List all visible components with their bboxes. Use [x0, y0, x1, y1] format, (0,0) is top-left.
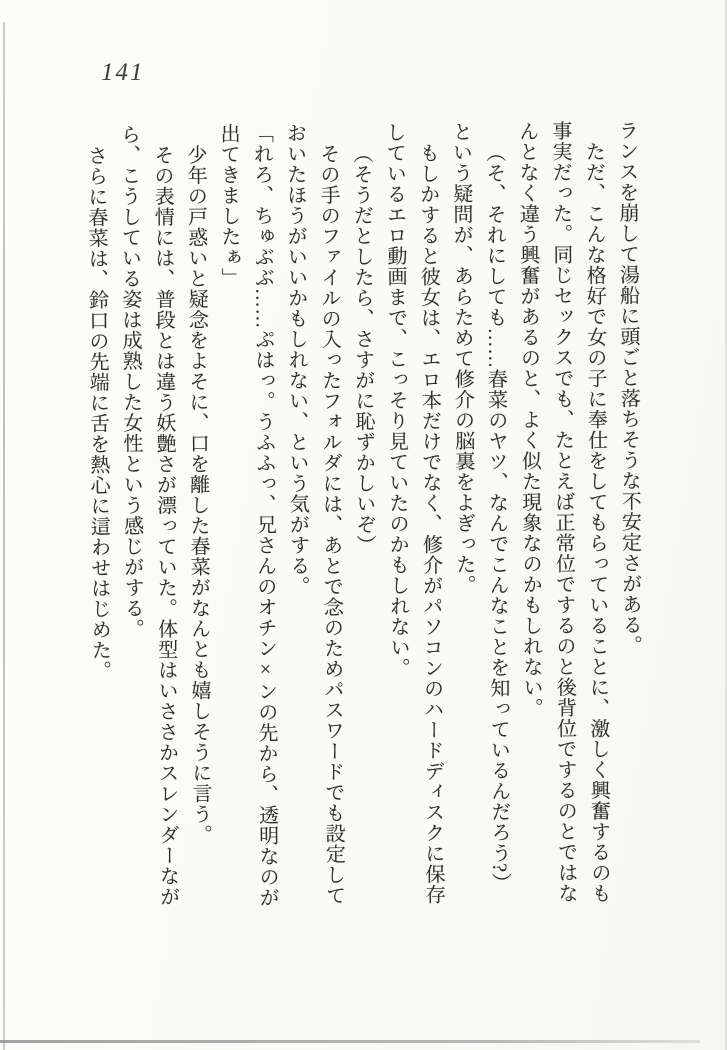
text-line: おいたほうがいいかもしれない、という気がする。	[283, 122, 309, 597]
text-line: 事実だった。同じセックスでも、たとえば正常位でするのと後背位でするのとではな	[548, 120, 577, 904]
text-line: （そうだとしたら、さすがに恥ずかしいぞ）	[349, 143, 375, 556]
text-block	[78, 120, 649, 948]
text-line: さらに春菜は、鈴口の先端に舌を熱心に這わせはじめた。	[84, 145, 111, 681]
scan-edge-left	[3, 22, 5, 1050]
text-line: ランスを崩して湯船に頭ごと落ちそうな不安定さがある。	[615, 120, 642, 656]
text-line: しているエロ動画まで、こっそり見ていたのかもしれない。	[382, 121, 410, 679]
scan-edge-bottom	[0, 1040, 700, 1043]
text-line: その手のファイルの入ったフォルダには、あとで念のためパスワードでも設定して	[316, 143, 345, 906]
text-line: ら、こうしている姿は成熟した女性という感じがする。	[117, 123, 144, 640]
text-line: その表情には、普段とは違う妖艶さが漂っていた。体型はいささかスレンダーなが	[150, 144, 179, 908]
text-line: という疑問が、あらためて修介の脳裏をよぎった。	[449, 121, 475, 596]
text-line: んとなく違う興奮があるのと、よく似た現象なのかもしれない。	[515, 120, 543, 719]
text-line: もしかすると彼女は、エロ本だけでなく、修介がパソコンのハードディスクに保存	[416, 142, 445, 905]
text-line: 「れろ、ちゅぶぶ……ぷはっ。うふふっ、兄さんのオチン×ンの先から、透明なのが	[249, 122, 279, 908]
text-line: ただ、こんな格好で女の子に奉仕をしてもらっていることに、激しく興奮するのも	[581, 141, 610, 904]
text-line: 出てきましたぁ」	[216, 123, 241, 289]
page-number: 141	[101, 59, 145, 86]
text-line: 少年の戸惑いと疑念をよそに、口を離した春菜がなんとも嬉しそうに言う。	[183, 144, 212, 845]
text-line: （そ、それにしても……春菜のヤツ、なんでこんなことを知っているんだろう?）	[482, 142, 511, 894]
